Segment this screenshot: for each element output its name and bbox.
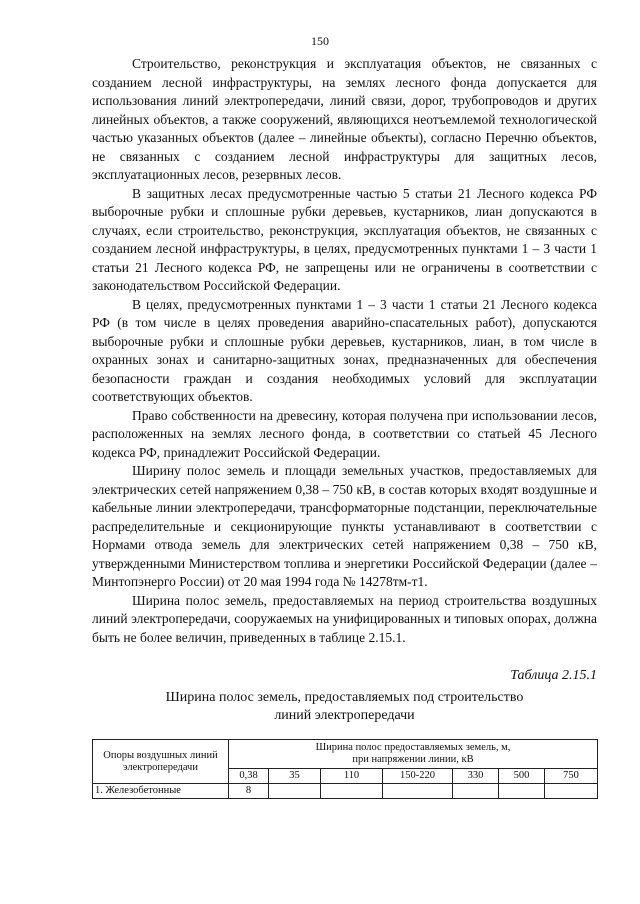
paragraph-linear-objects: Строительство, реконструкция и эксплуатация объектов, не связанных с созданием лесной инфраструктуры, на землях лесного фонда допускается для использования линий электропередачи, линий связи, дорог, трубопроводов и других линейных объектов, а также сооружений, являющихся неотъемлемой технологической частью указанных объектов (далее – линейные объекты), согласно Перечню объектов, не связанных с созданием лесной инфраструктуры для защитных лесов, эксплуатационных лесов, резервных лесов. <box>92 56 597 182</box>
document-body <box>92 55 597 799</box>
table-cell <box>499 784 545 799</box>
voltage-header: 110 <box>321 769 383 784</box>
group-header-line-1: Ширина полос предоставляемых земель, м, <box>315 742 511 753</box>
voltage-header: 750 <box>545 769 598 784</box>
page-number: 150 <box>311 34 329 48</box>
table-cell <box>321 784 383 799</box>
table-header-row <box>93 740 598 769</box>
voltage-header: 35 <box>269 769 321 784</box>
voltage-header: 500 <box>499 769 545 784</box>
paragraph-construction-period: Ширина полос земель, предоставляемых на период строительства воздушных линий электропередачи, сооружаемых на унифицированных и типовых опорах, должна быть не более величин, приведенных в таблице 2.15.1. <box>92 592 597 645</box>
voltage-header: 330 <box>453 769 499 784</box>
table-cell <box>383 784 453 799</box>
table-title-line-1: Ширина полос земель, предоставляемых под строительство <box>165 690 524 705</box>
row-header-text: Опоры воздушных линий электропередачи <box>103 749 218 773</box>
table-cell <box>545 784 598 799</box>
table-title-line-2: линий электропередачи <box>274 708 415 723</box>
table-cell <box>453 784 499 799</box>
voltage-header: 0,38 <box>229 769 269 784</box>
voltage-header: 150-220 <box>383 769 453 784</box>
paragraph-land-strip-width: Ширину полос земель и площади земельных участков, предоставляемых для электрических сетей напряжением 0,38 – 750 кВ, в состав которых входят воздушные и кабельные линии электропередачи, трансформаторные подстанции, переключательные распределительные и секционирующие пункты устанавливают в соответствии с Нормами отвода земель для электрических сетей напряжением 0,38 – 750 кВ, утвержденными Министерством топлива и энергетики Российской Федерации (далее – Минтопэнерго России) от 20 мая 1994 года № 14278тм-т1. <box>92 463 597 589</box>
table-caption: Таблица 2.15.1 <box>510 668 597 683</box>
land-strip-width-table <box>92 739 598 799</box>
table-group-header <box>229 740 598 769</box>
table-cell <box>269 784 321 799</box>
paragraph-logging-purposes: В целях, предусмотренных пунктами 1 – 3 части 1 статьи 21 Лесного кодекса РФ (в том числе в целях проведения аварийно-спасательных работ), допускаются выборочные рубки и сплошные рубки деревьев, кустарников, лиан, в том числе в охранных зонах и санитарно-защитных зонах, предназначенных для обеспечения безопасности граждан и создания необходимых условий для эксплуатации соответствующих объектов. <box>92 296 597 404</box>
table-title <box>92 689 597 725</box>
table-row-header <box>93 740 229 784</box>
table-cell: 8 <box>229 784 269 799</box>
group-header-line-2: при напряжении линии, кВ <box>352 754 474 765</box>
paragraph-protective-forests: В защитных лесах предусмотренные частью 5 статьи 21 Лесного кодекса РФ выборочные рубки и сплошные рубки деревьев, кустарников, лиан допускаются в случаях, если строительство, реконструкция, эксплуатация объектов, не связанных с созданием лесной инфраструктуры, в целях, предусмотренных пунктами 1 – 3 части 1 статьи 21 Лесного кодекса РФ, не запрещены или не ограничены в соответствии с законодательством Российской Федерации. <box>92 185 597 293</box>
table-row-label: 1. Железобетонные <box>93 784 229 799</box>
paragraph-wood-ownership: Право собственности на древесину, которая получена при использовании лесов, расположенных на землях лесного фонда, в соответствии со статьей 45 Лесного кодекса РФ, принадлежит Российской Федерации. <box>92 407 597 460</box>
table-row <box>93 784 598 799</box>
